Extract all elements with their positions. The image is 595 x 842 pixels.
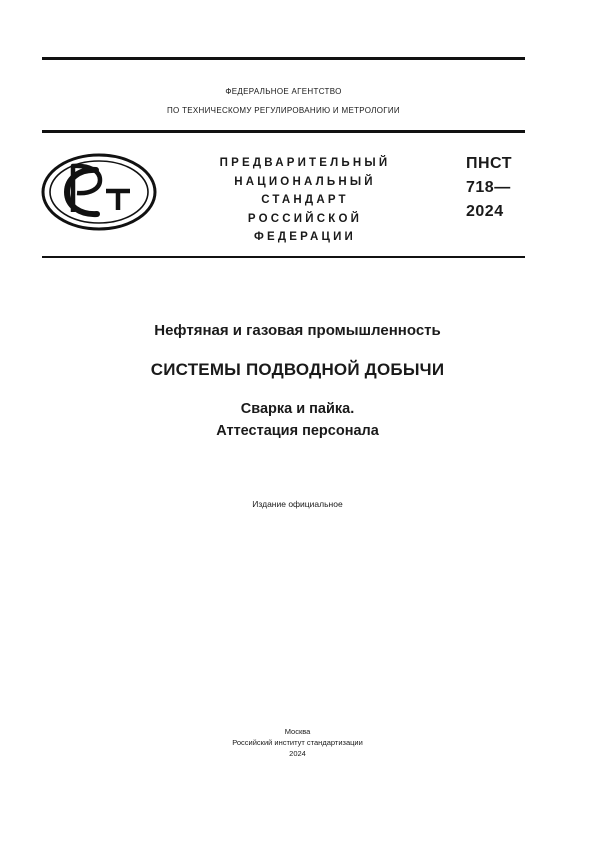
standard-code bbox=[466, 152, 512, 224]
rst-logo-icon bbox=[40, 152, 158, 232]
standard-code-line-3: 2024 bbox=[466, 203, 504, 220]
subtitle-line-2: Аттестация персонала bbox=[216, 423, 379, 439]
agency-line-1: ФЕДЕРАЛЬНОЕ АГЕНТСТВО bbox=[225, 87, 342, 96]
imprint-publisher: Российский институт стандартизации bbox=[232, 738, 363, 747]
document-subtitle bbox=[0, 398, 595, 442]
standard-type bbox=[200, 154, 410, 247]
top-rule bbox=[42, 57, 525, 60]
standard-type-line-1: ПРЕДВАРИТЕЛЬНЫЙ bbox=[219, 157, 391, 169]
imprint-city: Москва bbox=[284, 727, 311, 736]
standard-code-line-2: 718— bbox=[466, 179, 511, 196]
industry-title: Нефтяная и газовая промышленность bbox=[154, 322, 441, 339]
bottom-rule bbox=[42, 256, 525, 258]
system-title: СИСТЕМЫ ПОДВОДНОЙ ДОБЫЧИ bbox=[150, 360, 445, 379]
agency-header bbox=[42, 82, 525, 120]
imprint bbox=[0, 726, 595, 759]
standard-type-line-3: СТАНДАРТ bbox=[261, 194, 349, 206]
edition-note: Издание официальное bbox=[252, 499, 343, 509]
agency-line-2: ПО ТЕХНИЧЕСКОМУ РЕГУЛИРОВАНИЮ И МЕТРОЛОГИИ bbox=[167, 106, 400, 115]
subtitle-line-1: Сварка и пайка. bbox=[240, 401, 355, 417]
middle-rule bbox=[42, 130, 525, 133]
standard-code-line-1: ПНСТ bbox=[466, 155, 512, 172]
imprint-year: 2024 bbox=[289, 749, 306, 758]
standard-type-line-2: НАЦИОНАЛЬНЫЙ bbox=[234, 175, 376, 188]
standard-type-line-5: ФЕДЕРАЦИИ bbox=[253, 231, 357, 243]
standard-type-line-4: РОССИЙСКОЙ bbox=[247, 212, 363, 225]
